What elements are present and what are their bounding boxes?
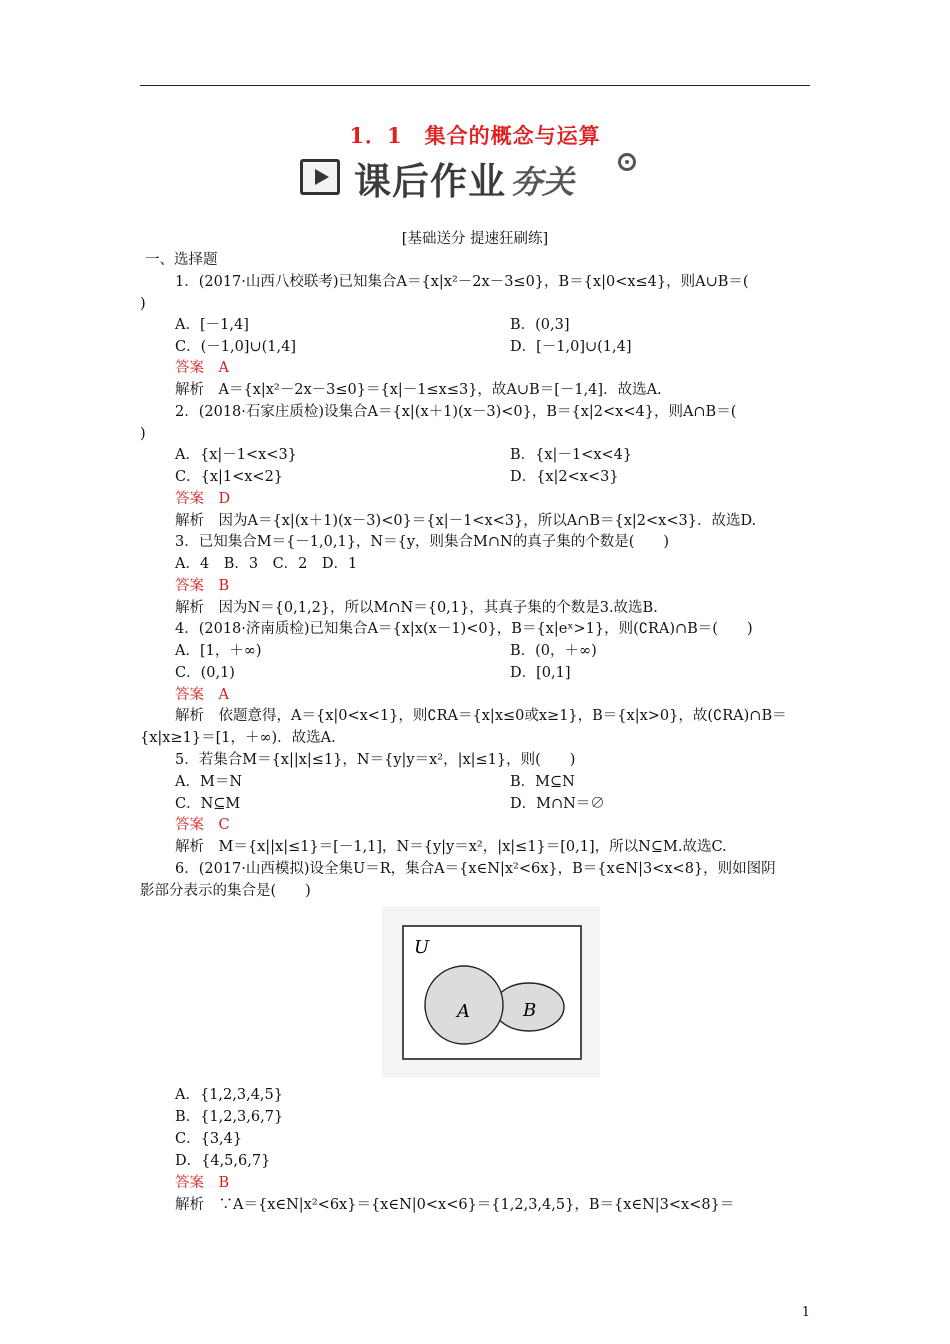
option-a: A．M＝N: [175, 774, 243, 790]
option-c: C．(－1,0]∪(1,4]: [175, 339, 296, 355]
set-a-label: A: [457, 1001, 470, 1022]
option-c: C．(0,1): [175, 665, 235, 681]
option-b: B．(0,3]: [510, 317, 570, 333]
question-1-cont: ): [140, 296, 146, 312]
question-1: 1．(2017·山西八校联考)已知集合A＝{x|x²－2x－3≤0}，B＝{x|0<x≤4}，则A∪B＝(: [175, 274, 749, 290]
option-a: A．[1，＋∞): [175, 643, 262, 659]
option-d: D．M∩N＝∅: [510, 796, 605, 812]
option-a: A．[－1,4]: [175, 317, 249, 333]
question-4: 4．(2018·济南质检)已知集合A＝{x|x(x－1)<0}，B＝{x|eˣ>1}，则(∁RA)∩B＝( ): [175, 621, 753, 637]
option-a: A．{1,2,3,4,5}: [175, 1087, 283, 1103]
option-c: C．{3,4}: [175, 1131, 243, 1147]
answer: 答案 A: [175, 360, 229, 376]
option-d: D．{x|2<x<3}: [510, 469, 619, 485]
section-heading: 一、选择题: [145, 252, 218, 268]
section-title: 1．1 集合的概念与运算: [349, 123, 601, 148]
answer: 答案 A: [175, 687, 229, 703]
analysis-cont: {x|x≥1}＝[1，＋∞)．故选A.: [140, 730, 336, 746]
brand-badge-icon: [618, 153, 636, 171]
analysis: 解析 ∵A＝{x∈N|x²<6x}＝{x∈N|0<x<6}＝{1,2,3,4,5}，B＝{x∈N|3<x<8}＝: [175, 1197, 735, 1213]
set-b-label: B: [523, 1000, 537, 1021]
venn-diagram: [382, 906, 600, 1078]
question-3: 3．已知集合M＝{－1,0,1}，N＝{y，则集合M∩N的真子集的个数是( ): [175, 534, 670, 550]
answer: 答案 D: [175, 491, 231, 507]
answer: 答案 B: [175, 1175, 230, 1191]
banner-text: 课后作业: [354, 160, 506, 203]
analysis: 解析 M＝{x||x|≤1}＝[－1,1]，N＝{y|y＝x²，|x|≤1}＝[0,1]，所以N⊆M.故选C.: [175, 839, 727, 855]
analysis: 解析 依题意得，A＝{x|0<x<1}，则∁RA＝{x|x≤0或x≥1}，B＝{x|x>0}，故(∁RA)∩B＝: [175, 708, 787, 724]
question-2-cont: ): [140, 426, 146, 442]
banner-brand: 夯关: [510, 163, 575, 201]
analysis: 解析 因为A＝{x|(x＋1)(x－3)<0}＝{x|－1<x<3}，所以A∩B＝{x|2<x<3}．故选D.: [175, 513, 757, 529]
subtitle: [基础送分 提速狂刷练]: [401, 231, 549, 247]
analysis: 解析 A＝{x|x²－2x－3≤0}＝{x|－1≤x≤3}，故A∪B＝[－1,4]．故选A.: [175, 382, 662, 398]
header-rule: [140, 85, 810, 86]
option-d: D．[0,1]: [510, 665, 571, 681]
question-6-cont: 影部分表示的集合是( ): [140, 883, 311, 899]
option-b: B．(0，＋∞): [510, 643, 597, 659]
universal-label: U: [414, 937, 430, 958]
option-d: D．[－1,0]∪(1,4]: [510, 339, 632, 355]
page-number: 1: [801, 1305, 810, 1320]
option-a: A．{x|－1<x<3}: [175, 447, 297, 463]
question-5: 5．若集合M＝{x||x|≤1}，N＝{y|y＝x²，|x|≤1}，则( ): [175, 752, 576, 768]
answer: 答案 B: [175, 578, 230, 594]
answer: 答案 C: [175, 817, 230, 833]
option-b: B．M⊆N: [510, 774, 575, 790]
play-icon: [300, 159, 340, 195]
option-b: B．{1,2,3,6,7}: [175, 1109, 284, 1125]
option-c: C．{x|1<x<2}: [175, 469, 284, 485]
homework-banner: [300, 153, 650, 203]
question-2: 2．(2018·石家庄质检)设集合A＝{x|(x＋1)(x－3)<0}，B＝{x|2<x<4}，则A∩B＝(: [175, 404, 737, 420]
options: A．4 B．3 C．2 D．1: [175, 556, 358, 572]
analysis: 解析 因为N＝{0,1,2}，所以M∩N＝{0,1}，其真子集的个数是3.故选B.: [175, 600, 658, 616]
option-c: C．N⊆M: [175, 796, 241, 812]
option-d: D．{4,5,6,7}: [175, 1153, 271, 1169]
question-6: 6．(2017·山西模拟)设全集U＝R，集合A＝{x∈N|x²<6x}，B＝{x∈N|3<x<8}，则如图阴: [175, 861, 776, 877]
option-b: B．{x|－1<x<4}: [510, 447, 633, 463]
